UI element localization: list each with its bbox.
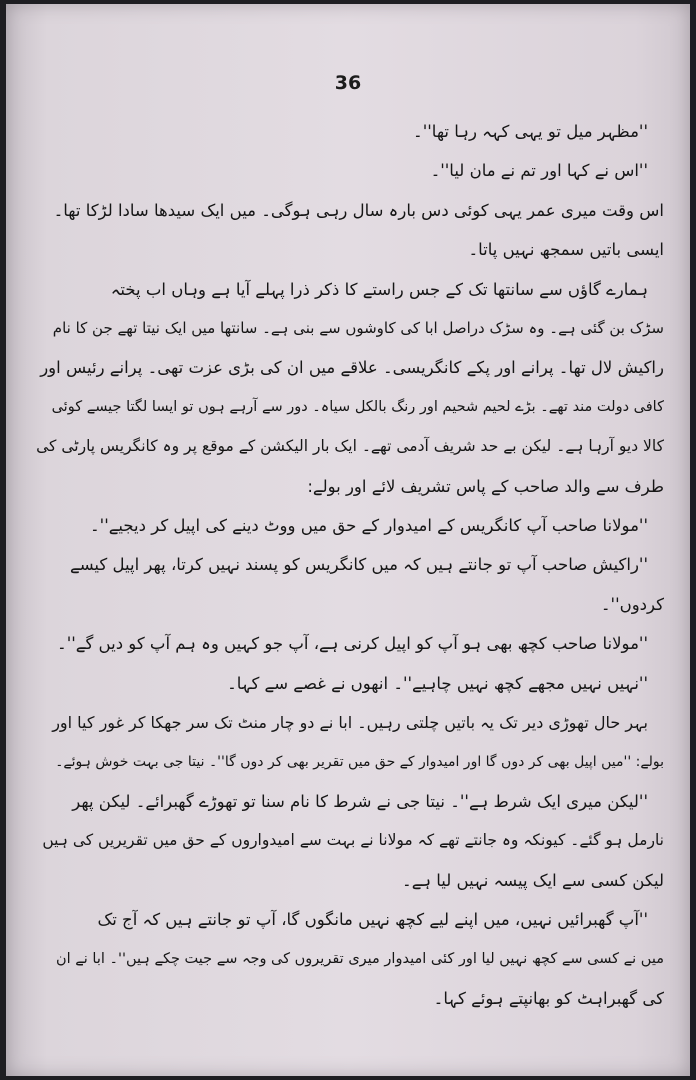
book-page: [6, 4, 690, 1076]
text-line: ''لیکن میری ایک شرط ہے''۔ نیتا جی نے شرط کا نام سنا تو تھوڑے گھبرائے۔ لیکن پھر: [72, 791, 648, 811]
text-line: نارمل ہو گئے۔ کیونکہ وہ جانتے تھے کہ مولانا نے بہت سے امیدواروں کے حق میں تقریریں کی ہیں: [42, 831, 664, 850]
text-line: کی گھبراہٹ کو بھانپتے ہوئے کہا۔: [433, 988, 664, 1008]
text-line: ''اس نے کہا اور تم نے مان لیا''۔: [430, 161, 648, 181]
text-line: ''نہیں نہیں مجھے کچھ نہیں چاہیے''۔ انھوں نے غصے سے کہا۔: [227, 673, 648, 693]
text-line: کافی دولت مند تھے۔ بڑے لحیم شحیم اور رنگ بالکل سیاہ۔ دور سے آرہے ہوں تو ایسا لگتا جیسے کوئی: [51, 398, 664, 415]
text-line: سڑک بن گئی ہے۔ وہ سڑک دراصل ابا کی کاوشوں سے بنی ہے۔ سانتھا میں ایک نیتا تھے جن کا نام: [52, 319, 664, 338]
text-line: لیکن کسی سے ایک پیسہ نہیں لیا ہے۔: [402, 870, 664, 890]
text-line: راکیش لال تھا۔ پرانے اور پکے کانگریسی۔ علاقے میں ان کی بڑی عزت تھی۔ پرانے رئیس اور: [40, 358, 664, 378]
text-line: کالا دیو آرہا ہے۔ لیکن بے حد شریف آدمی تھے۔ ایک بار الیکشن کے موقع پر وہ کانگریس پارٹی کی: [36, 437, 664, 456]
text-line: ''مولانا صاحب آپ کانگریس کے امیدوار کے حق میں ووٹ دینے کی اپیل کر دیجیے''۔: [90, 516, 648, 536]
body-text: [36, 112, 664, 1018]
page-number: 36: [334, 72, 362, 94]
text-line: ''مولانا صاحب کچھ بھی ہو آپ کو اپیل کرنی ہے، آپ جو کہیں وہ ہم آپ کو دیں گے''۔: [57, 634, 648, 654]
text-line: طرف سے والد صاحب کے پاس تشریف لائے اور بولے:: [307, 476, 664, 496]
text-line: ایسی باتیں سمجھ نہیں پاتا۔: [468, 240, 664, 260]
text-line: میں نے کسی سے کچھ نہیں لیا اور کئی امیدوار میری تقریروں کی وجہ سے جیت چکے ہیں''۔ ابا نے ان: [55, 950, 664, 967]
text-line: ''آپ گھبرائیں نہیں، میں اپنے لیے کچھ نہیں مانگوں گا، آپ تو جانتے ہیں کہ آج تک: [97, 910, 648, 930]
text-line: اس وقت میری عمر یہی کوئی دس بارہ سال رہی ہوگی۔ میں ایک سیدھا سادا لڑکا تھا۔: [53, 200, 664, 220]
text-line: بہر حال تھوڑی دیر تک یہ باتیں چلتی رہیں۔ ابا نے دو چار منٹ تک سر جھکا کر غور کیا اور: [52, 713, 648, 733]
text-line: کردوں''۔: [600, 594, 664, 614]
text-line: ہمارے گاؤں سے سانتھا تک کے جس راستے کا ذکر ذرا پہلے آیا ہے وہاں اب پختہ: [110, 279, 648, 299]
text-line: ''مظہر میل تو یہی کہہ رہا تھا''۔: [413, 122, 648, 141]
text-line: ''راکیش صاحب آپ تو جانتے ہیں کہ میں کانگریس کو پسند نہیں کرتا، پھر اپیل کیسے: [70, 555, 648, 575]
text-line: بولے: ''میں اپیل بھی کر دوں گا اور امیدوار کے حق میں تقریر بھی کر دوں گا''۔ نیتا جی بہت خوش ہوئے۔: [55, 753, 664, 770]
